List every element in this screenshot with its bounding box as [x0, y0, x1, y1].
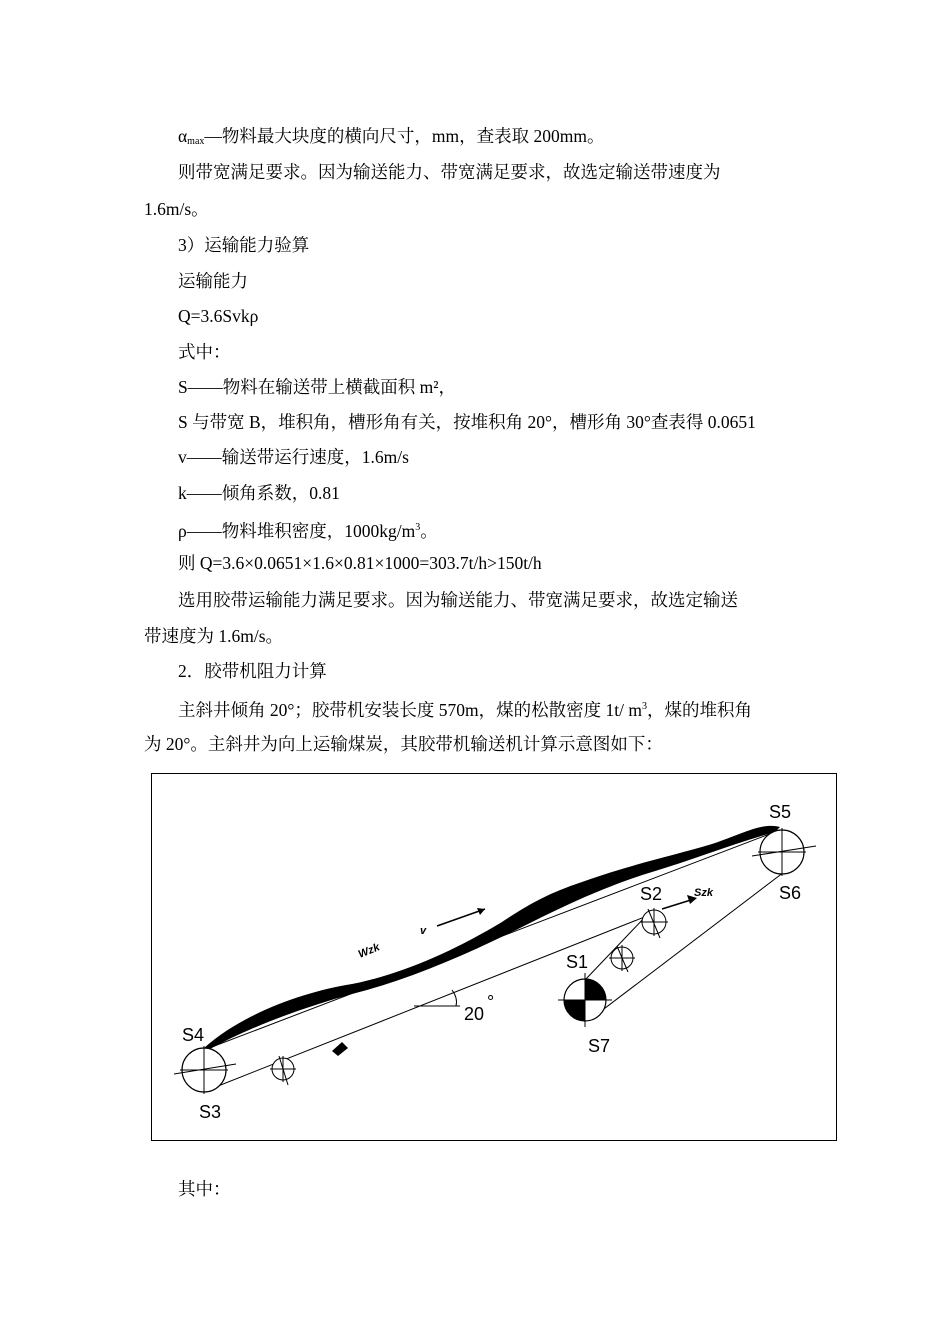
label-s6: S6 — [779, 883, 802, 903]
rho-period: 。 — [420, 521, 438, 541]
velocity-arrow — [437, 909, 485, 926]
return-belt-s6-s7 — [592, 866, 792, 1018]
section-heading-capacity-check: 3）运输能力验算 — [178, 235, 310, 255]
snub-pulley — [609, 945, 635, 972]
para-incline-info — [178, 696, 752, 721]
alpha-description: —物料最大块度的横向尺寸，mm，查表取 200mm。 — [204, 126, 605, 146]
text-where: 式中： — [178, 342, 231, 362]
carrying-belt — [204, 830, 780, 1050]
alpha-subscript: max — [187, 136, 205, 147]
conveyor-diagram-svg — [152, 774, 835, 1139]
coal-load — [204, 826, 780, 1050]
definition-s: S——物料在输送带上横截面积 m²， — [178, 377, 456, 397]
section-heading-resistance: 2．胶带机阻力计算 — [178, 661, 327, 681]
formula-capacity: Q=3.6Svkρ — [178, 306, 259, 326]
definition-rho — [178, 517, 438, 542]
label-s3: S3 — [199, 1102, 222, 1122]
definition-v: v——输送带运行速度，1.6m/s — [178, 447, 409, 467]
label-angle-degree: ° — [487, 992, 495, 1012]
para-incline-info-cont: 为 20°。主斜井为向上运输煤炭，其胶带机输送机计算示意图如下： — [144, 734, 663, 754]
label-wzk: Wzk — [356, 941, 382, 961]
bend-pulley-s2 — [640, 908, 668, 938]
label-v: v — [420, 925, 427, 937]
rho-superscript: 3 — [415, 522, 421, 533]
label-s5: S5 — [769, 802, 792, 822]
line-alpha-max — [178, 125, 604, 153]
conveyor-diagram — [151, 773, 837, 1141]
definition-k: k——倾角系数，0.81 — [178, 483, 340, 503]
label-s4: S4 — [182, 1025, 205, 1045]
label-szk: Szk — [694, 887, 713, 899]
label-s7: S7 — [588, 1036, 611, 1056]
para-capacity-conclusion-cont: 带速度为 1.6m/s。 — [144, 626, 284, 646]
text-wherein: 其中： — [178, 1179, 231, 1199]
incline-text-end: ，煤的堆积角 — [646, 700, 752, 720]
tail-pulley — [174, 1046, 236, 1094]
incline-text: 主斜井倾角 20°；胶带机安装长度 570m，煤的松散密度 1t/ m — [178, 700, 642, 720]
label-angle-value: 20 — [464, 1004, 485, 1024]
para-capacity-conclusion: 选用胶带运输能力满足要求。因为输送能力、带宽满足要求，故选定输送 — [178, 590, 738, 610]
label-s2: S2 — [640, 884, 663, 904]
text-capacity-title: 运输能力 — [178, 271, 248, 291]
rho-text: ρ——物料堆积密度，1000kg/m — [178, 521, 416, 541]
para-bandwidth-conclusion: 则带宽满足要求。因为输送能力、带宽满足要求，故选定输送带速度为 — [178, 162, 721, 182]
belt-s1-s2 — [585, 916, 646, 980]
drive-pulley — [558, 973, 612, 1027]
alpha-symbol: α — [178, 126, 188, 146]
lower-idler — [270, 1056, 296, 1085]
lower-load-mark — [332, 1042, 348, 1056]
para-bandwidth-conclusion-cont: 1.6m/s。 — [144, 199, 209, 219]
formula-result: 则 Q=3.6×0.0651×1.6×0.81×1000=303.7t/h>150t/h — [178, 553, 542, 573]
incline-superscript: 3 — [641, 701, 647, 712]
definition-s-detail: S 与带宽 B，堆积角，槽形角有关，按堆积角 20°，槽形角 30°查表得 0.0651 — [178, 412, 756, 432]
label-s1: S1 — [566, 952, 589, 972]
